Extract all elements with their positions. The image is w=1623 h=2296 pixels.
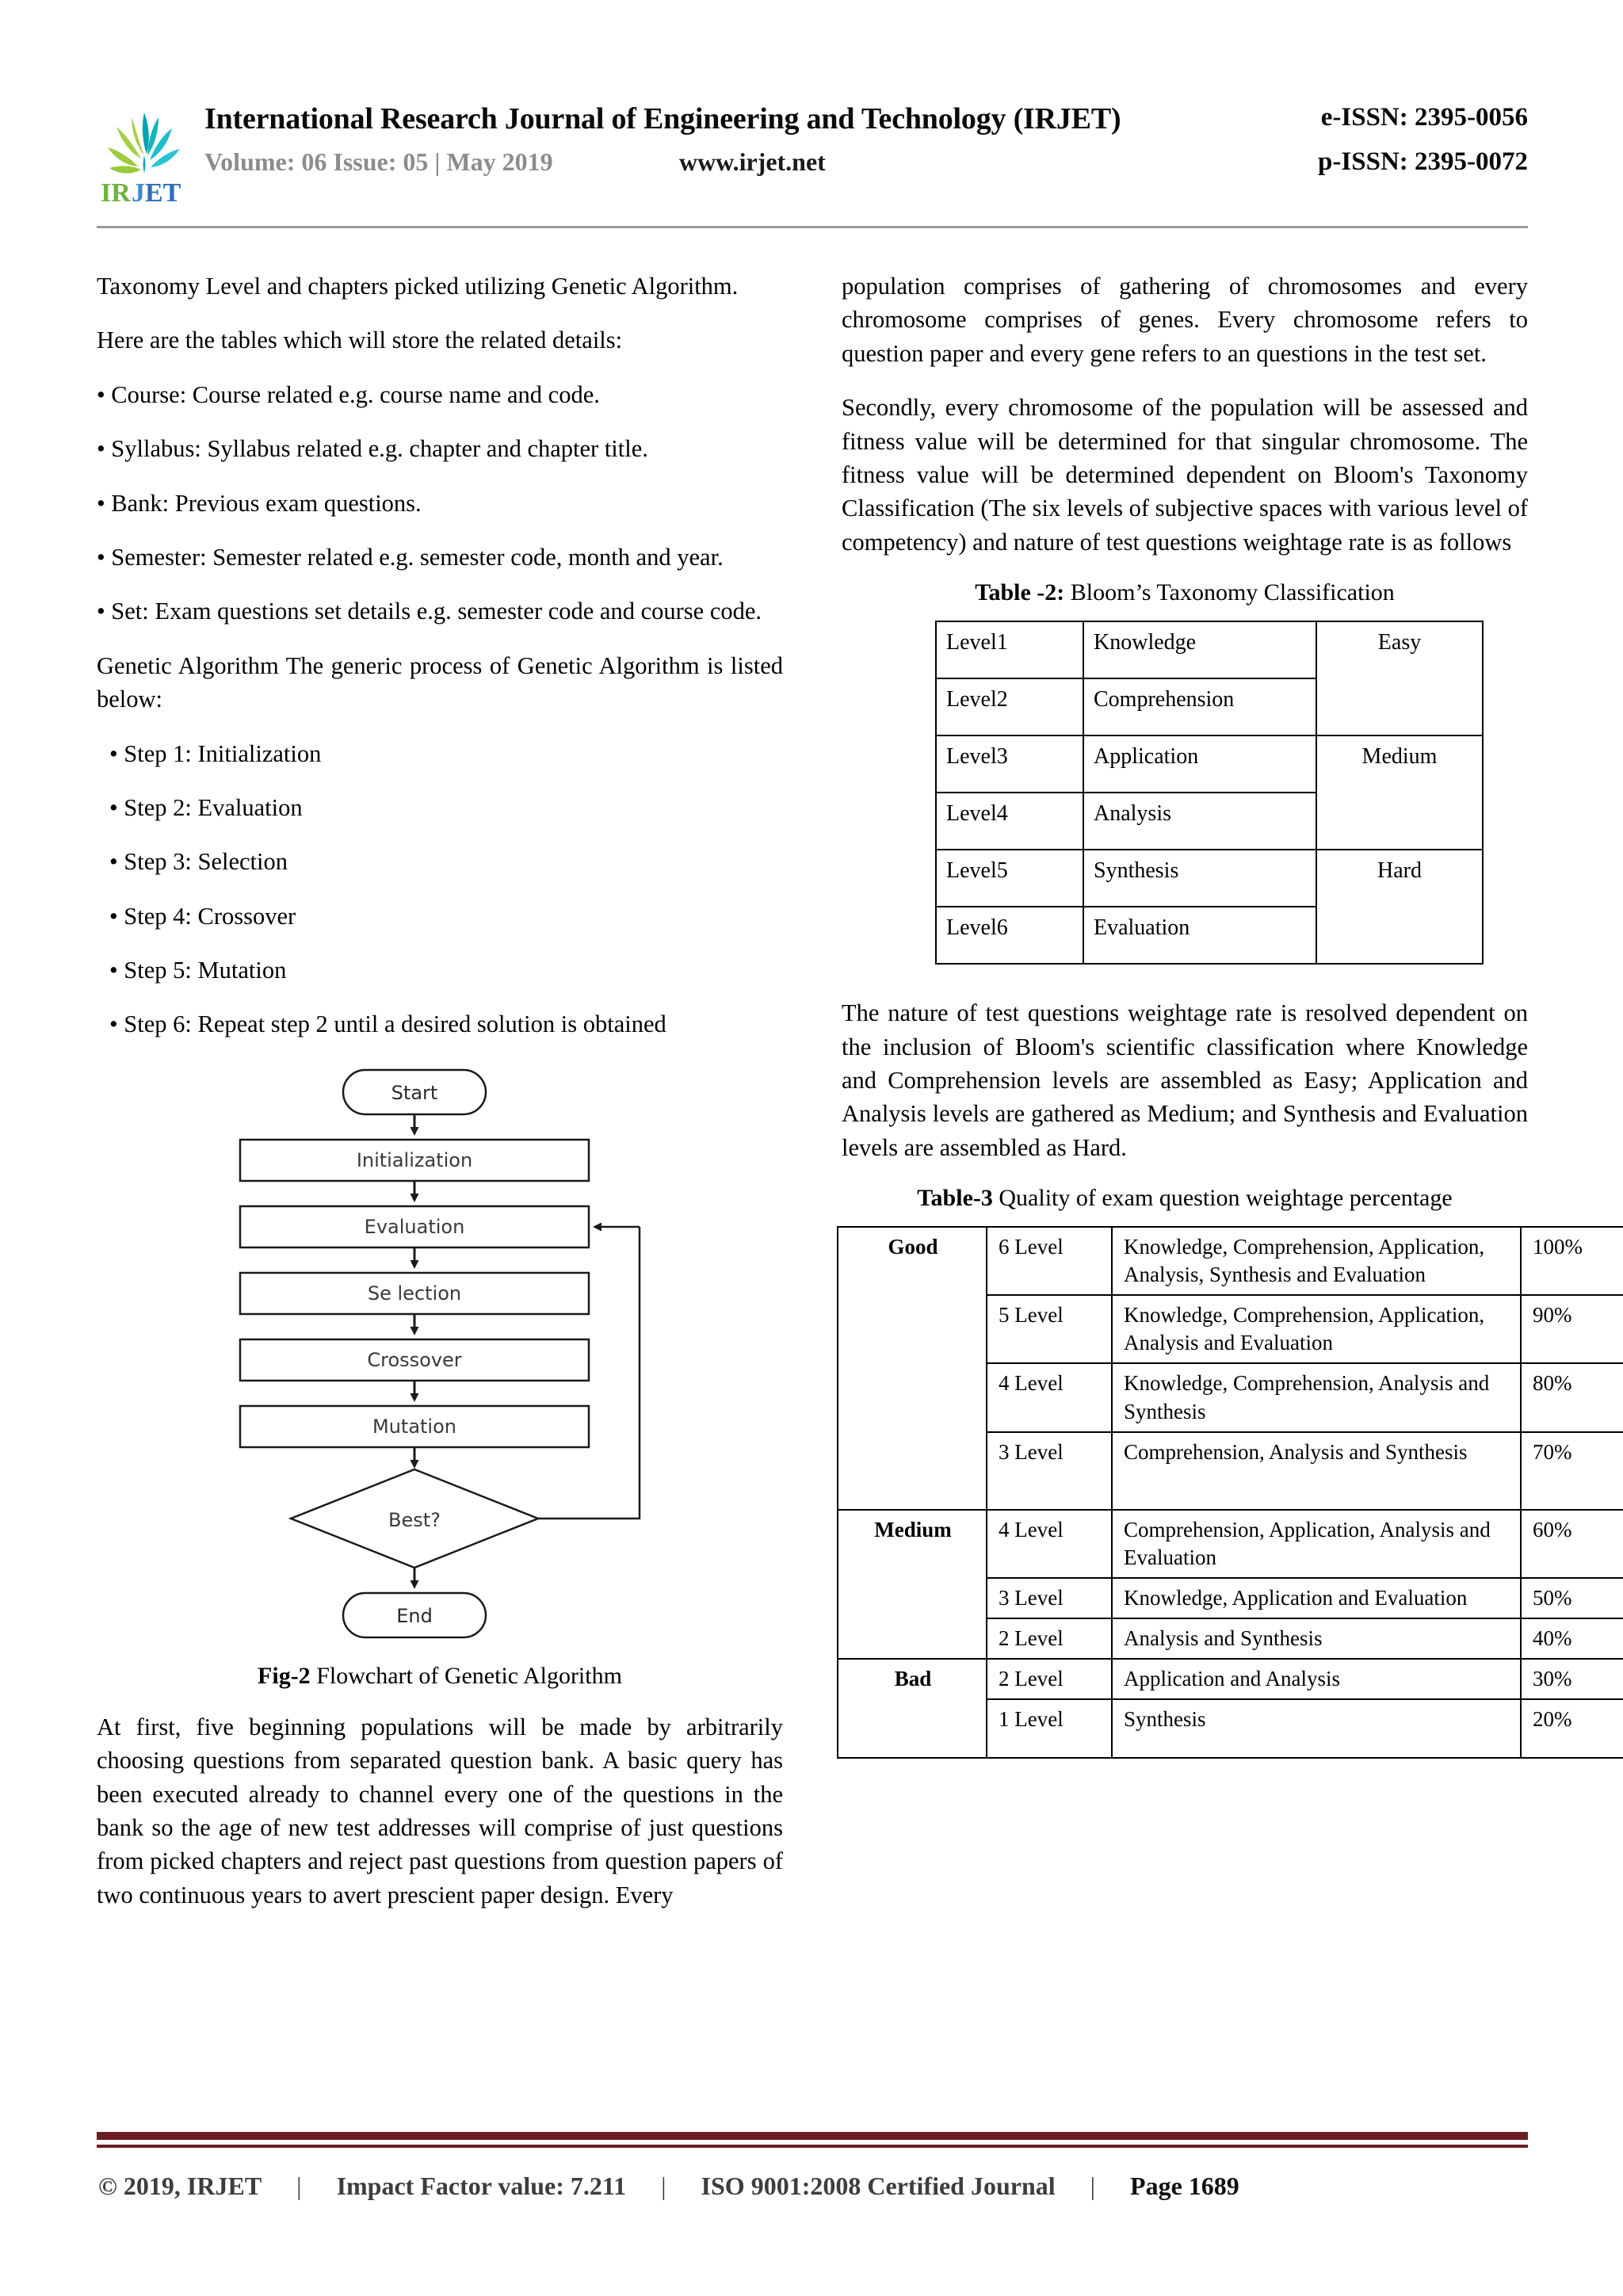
paragraph-taxonomy-level: Taxonomy Level and chapters picked utilizing Genetic Algorithm.	[97, 273, 739, 300]
figure-2-caption	[97, 1663, 783, 1690]
cell-grade: Good	[838, 1227, 987, 1510]
bullet-course: • Course: Course related e.g. course name and code.	[97, 380, 600, 408]
cell-level: Level6	[936, 907, 1083, 964]
flow-label-end: End	[396, 1604, 433, 1627]
paragraph-fitness-value: Secondly, every chromosome of the population will be assessed and fitness value will be determined for that singular chromosome. The fitness value will be determined dependent on Bloom's Taxonomy Classification (The six levels of subjective spaces with various level of competency) and nature of test questions weightage rate is as follows	[842, 394, 1528, 556]
step-2: • Step 2: Evaluation	[109, 793, 303, 821]
cell-description: Knowledge, Comprehension, Application, Analysis and Evaluation	[1112, 1295, 1521, 1363]
footer-separator-1: |	[296, 2171, 302, 2200]
flow-node-initialization	[240, 1140, 589, 1181]
footer-separator-3: |	[1090, 2171, 1096, 2200]
cell-description: Knowledge, Comprehension, Analysis and Synthesis	[1112, 1363, 1521, 1431]
p-issn-label: p-ISSN: 2395-0072	[1318, 147, 1528, 176]
irjet-logo	[97, 105, 190, 206]
cell-level-name: Knowledge	[1083, 621, 1316, 678]
table-2-caption-text: Bloom’s Taxonomy Classification	[1064, 579, 1395, 606]
cell-description: Comprehension, Analysis and Synthesis	[1112, 1432, 1521, 1510]
cell-description: Comprehension, Application, Analysis and Evaluation	[1112, 1510, 1521, 1578]
irjet-logo-icon	[97, 105, 190, 206]
cell-level: 3 Level	[987, 1432, 1112, 1510]
table-row	[838, 1510, 1623, 1578]
cell-description: Knowledge, Comprehension, Application, Analysis, Synthesis and Evaluation	[1112, 1227, 1521, 1295]
paragraph-population-chromosomes: population comprises of gathering of chromosomes and every chromosome comprises of genes. Every chromosome refers to question paper and every gene refers to an questions in the test set.	[842, 273, 1528, 367]
flow-node-best-decision	[291, 1469, 538, 1568]
footer-separator-2: |	[661, 2171, 666, 2200]
cell-level: Level1	[936, 621, 1083, 678]
cell-level-name: Analysis	[1083, 793, 1316, 850]
step-3: • Step 3: Selection	[109, 848, 288, 876]
paragraph-initial-populations: At first, five beginning populations will be made by arbitrarily choosing questions from separated question bank. A basic query has been executed already to channel every one of the questions in the bank so the age of new test addresses will comprise of just questions from picked chapters and reject past questions from question papers of two continuous years to avert prescient paper design. Every	[97, 1713, 783, 1908]
bullet-semester: • Semester: Semester related e.g. semester code, month and year.	[97, 543, 724, 571]
cell-level: 1 Level	[987, 1699, 1112, 1758]
journal-website-link[interactable]: www.irjet.net	[679, 147, 826, 176]
cell-description: Analysis and Synthesis	[1112, 1618, 1521, 1659]
journal-header	[97, 101, 1528, 220]
table-2-caption	[842, 579, 1528, 606]
cell-description: Knowledge, Application and Evaluation	[1112, 1578, 1521, 1618]
cell-difficulty: Easy	[1316, 621, 1483, 735]
figure-2-label: Fig-2	[258, 1662, 311, 1689]
footer-bar-top	[97, 2132, 1528, 2140]
paragraph-generic-process: Genetic Algorithm The generic process of Genetic Algorithm is listed below:	[97, 651, 783, 713]
footer-copyright: © 2019, IRJET	[98, 2171, 262, 2200]
flow-label-mutation: Mutation	[372, 1415, 457, 1438]
right-column	[842, 269, 1583, 1759]
cell-level: Level2	[936, 678, 1083, 735]
cell-level: 3 Level	[987, 1578, 1112, 1618]
paragraph-weightage-rate: The nature of test questions weightage rate is resolved dependent on the inclusion of Bloom's scientific classification where Knowledge and Comprehension levels are assembled as Easy; Application and Analysis levels are gathered as Medium; and Synthesis and Evaluation levels are assembled as Hard.	[842, 999, 1528, 1161]
cell-level: Level4	[936, 793, 1083, 850]
cell-grade: Medium	[838, 1510, 987, 1659]
flow-label-initialization: Initialization	[356, 1148, 473, 1171]
step-5: • Step 5: Mutation	[109, 957, 287, 984]
cell-level: 6 Level	[987, 1227, 1112, 1295]
step-4: • Step 4: Crossover	[109, 902, 296, 930]
cell-percentage: 80%	[1521, 1363, 1623, 1431]
cell-percentage: 90%	[1521, 1295, 1623, 1363]
genetic-algorithm-flowchart	[97, 1062, 783, 1648]
cell-percentage: 40%	[1521, 1618, 1623, 1659]
cell-percentage: 100%	[1521, 1227, 1623, 1295]
table-row	[936, 850, 1483, 907]
footer-impact-factor: Impact Factor value: 7.211	[336, 2171, 627, 2200]
figure-2-caption-text: Flowchart of Genetic Algorithm	[310, 1662, 622, 1689]
cell-level-name: Evaluation	[1083, 907, 1316, 964]
cell-level: Level3	[936, 735, 1083, 793]
footer-bar-bottom	[97, 2145, 1528, 2148]
flow-label-evaluation: Evaluation	[364, 1215, 465, 1238]
cell-grade: Bad	[838, 1659, 987, 1758]
cell-level: Level5	[936, 850, 1083, 907]
table-3-caption-text: Quality of exam question weightage percentage	[992, 1185, 1453, 1212]
cell-level-name: Application	[1083, 735, 1316, 793]
flow-label-crossover: Crossover	[367, 1348, 462, 1371]
volume-issue-label: Volume: 06 Issue: 05 | May 2019	[204, 147, 553, 176]
footer-certification: ISO 9001:2008 Certified Journal	[701, 2171, 1056, 2200]
cell-percentage: 30%	[1521, 1659, 1623, 1699]
cell-level: 5 Level	[987, 1295, 1112, 1363]
cell-level: 4 Level	[987, 1363, 1112, 1431]
table-row	[838, 1659, 1623, 1699]
table-row	[838, 1227, 1623, 1295]
cell-description: Application and Analysis	[1112, 1659, 1521, 1699]
flow-label-start: Start	[391, 1081, 438, 1104]
footer-page-number: Page 1689	[1130, 2171, 1239, 2200]
flow-node-crossover	[240, 1339, 589, 1381]
step-1: • Step 1: Initialization	[109, 739, 322, 767]
cell-level: 2 Level	[987, 1618, 1112, 1659]
cell-level: 4 Level	[987, 1510, 1112, 1578]
cell-percentage: 60%	[1521, 1510, 1623, 1578]
cell-level-name: Synthesis	[1083, 850, 1316, 907]
cell-percentage: 50%	[1521, 1578, 1623, 1618]
header-divider	[97, 226, 1528, 228]
cell-difficulty: Hard	[1316, 850, 1483, 964]
blooms-taxonomy-table	[935, 621, 1484, 965]
left-column	[97, 269, 783, 1912]
table-row	[936, 621, 1483, 678]
logo-text-et: ET	[145, 178, 181, 206]
flow-node-mutation	[240, 1406, 589, 1447]
logo-text-ir: IR	[101, 178, 131, 206]
flow-label-selection: Se lection	[367, 1282, 462, 1305]
bullet-syllabus: • Syllabus: Syllabus related e.g. chapter and chapter title.	[97, 435, 648, 463]
exam-weightage-table	[837, 1226, 1623, 1759]
flow-node-evaluation	[240, 1206, 589, 1247]
table-row	[936, 735, 1483, 793]
cell-percentage: 70%	[1521, 1432, 1623, 1510]
cell-level-name: Comprehension	[1083, 678, 1316, 735]
cell-description: Synthesis	[1112, 1699, 1521, 1758]
e-issn-label: e-ISSN: 2395-0056	[1320, 103, 1528, 132]
step-6: • Step 6: Repeat step 2 until a desired solution is obtained	[109, 1010, 666, 1038]
table-3-label: Table-3	[917, 1185, 993, 1212]
flowchart-svg	[218, 1062, 662, 1648]
flow-node-end	[343, 1593, 486, 1637]
bullet-bank: • Bank: Previous exam questions.	[97, 489, 422, 517]
table-2-label: Table -2:	[975, 579, 1065, 606]
paragraph-tables-intro: Here are the tables which will store the related details:	[97, 327, 623, 354]
cell-difficulty: Medium	[1316, 735, 1483, 850]
page-footer	[97, 2162, 1528, 2210]
flow-label-best: Best?	[388, 1508, 441, 1531]
journal-title: International Research Journal of Engineering and Technology (IRJET)	[204, 102, 1121, 136]
cell-level: 2 Level	[987, 1659, 1112, 1699]
logo-text-j: J	[132, 178, 145, 206]
flow-node-selection	[240, 1273, 589, 1314]
cell-percentage: 20%	[1521, 1699, 1623, 1758]
bullet-set: • Set: Exam questions set details e.g. semester code and course code.	[97, 598, 762, 625]
table-3-caption	[842, 1185, 1528, 1212]
flow-node-start	[343, 1070, 486, 1114]
